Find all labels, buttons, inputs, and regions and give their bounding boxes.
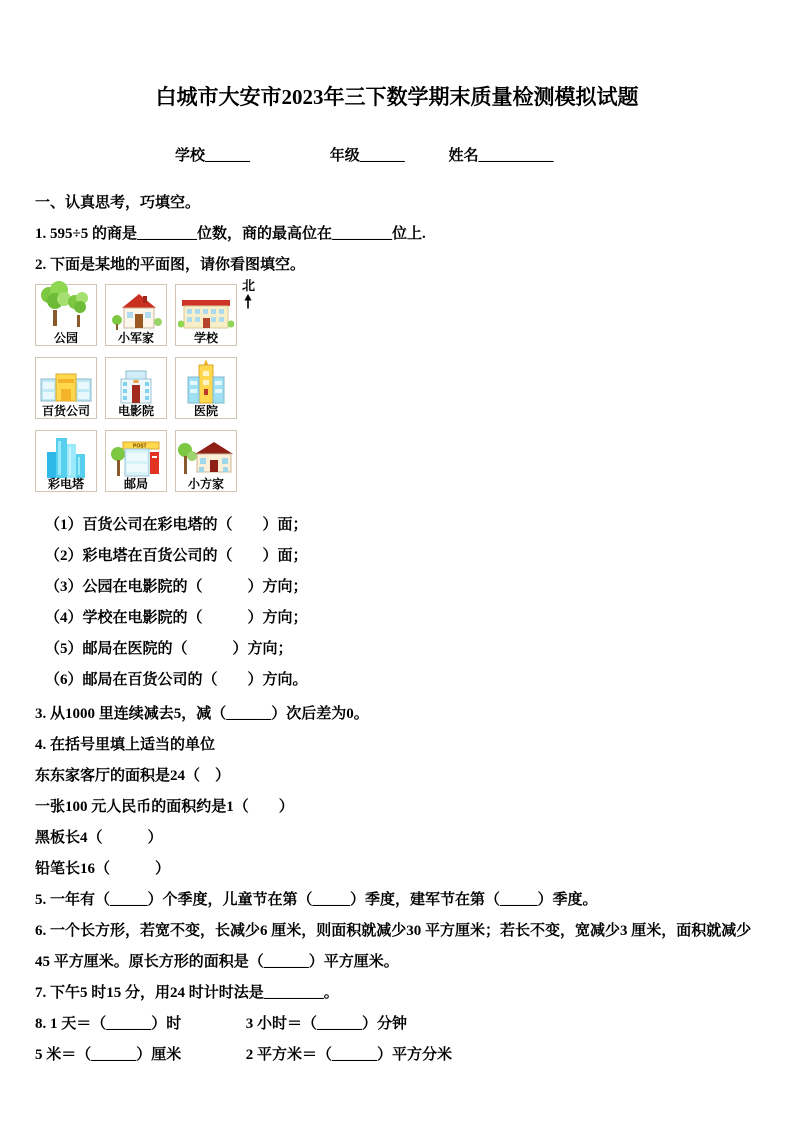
section-one-heading: 一、认真思考，巧填空。 [35, 195, 201, 211]
question-8-row-1 [35, 1009, 764, 1040]
store-icon [39, 371, 93, 405]
question-2-part-5: （5）邮局在医院的（ ）方向； [45, 641, 293, 657]
cinema-icon [113, 369, 159, 405]
map-cell-school [175, 284, 237, 346]
map-cell-label: 公园 [53, 331, 78, 345]
map-cell-hospital [175, 357, 237, 419]
map-figure [35, 278, 255, 492]
question-4-item-2: 一张100 元人民币的面积约是1（ ） [35, 799, 294, 815]
map-cell-label: 百货公司 [41, 404, 90, 418]
question-5: 5. 一年有（_____）个季度，儿童节在第（_____）季度，建军节在第（_____）季度。 [35, 892, 598, 908]
house-icon [110, 288, 162, 332]
map-cell-label: 彩电塔 [47, 477, 84, 491]
grade-field: 年级______ [329, 148, 405, 164]
tower-icon [42, 432, 90, 478]
post-office-icon [109, 436, 163, 478]
map-cell-tv-tower [35, 430, 97, 492]
map-cell-label: 小军家 [117, 331, 154, 345]
question-1: 1. 595÷5 的商是________位数，商的最高位在________位上. [35, 226, 426, 242]
map-grid [35, 284, 245, 492]
school-icon [178, 290, 234, 332]
question-7: 7. 下午5 时15 分，用24 时计时法是________。 [35, 985, 339, 1001]
map-cell-label: 医院 [193, 404, 218, 418]
house-icon [177, 434, 235, 478]
student-info-row [0, 144, 794, 168]
post-sign-text: POST [133, 443, 147, 450]
question-3: 3. 从1000 里连续减去5，减（______）次后差为0。 [35, 706, 369, 722]
question-4-item-4: 铅笔长16（ ） [35, 861, 171, 877]
map-cell-department-store [35, 357, 97, 419]
map-cell-xiaofang-home [175, 430, 237, 492]
question-area [0, 190, 794, 1071]
school-field: 学校______ [175, 148, 251, 164]
question-2-parts [35, 510, 764, 696]
hospital-icon [182, 359, 230, 405]
park-icon [39, 278, 93, 332]
question-2-intro: 2. 下面是某地的平面图，请你看图填空。 [35, 257, 306, 273]
question-8-item-3: 5 米＝（______）厘米 [35, 1047, 182, 1063]
map-cell-label: 电影院 [117, 404, 154, 418]
map-cell-label: 小方家 [187, 477, 224, 491]
question-8-item-4: 2 平方米＝（______）平方分米 [245, 1047, 453, 1063]
map-cell-xiaojun-home [105, 284, 167, 346]
map-cell-label: 邮局 [123, 477, 148, 491]
map-cell-label: 学校 [193, 331, 218, 345]
north-arrow-icon [243, 294, 253, 309]
question-2-part-6: （6）邮局在百货公司的（ ）方向。 [45, 672, 308, 688]
question-4: 4. 在括号里填上适当的单位 [35, 737, 216, 753]
question-2-part-4: （4）学校在电影院的（ ）方向； [45, 610, 308, 626]
question-8-item-1: 8. 1 天＝（______）时 [35, 1016, 182, 1032]
question-4-item-3: 黑板长4（ ） [35, 830, 163, 846]
map-cell-park [35, 284, 97, 346]
question-2-part-1: （1）百货公司在彩电塔的（ ）面； [45, 517, 308, 533]
question-2-part-2: （2）彩电塔在百货公司的（ ）面； [45, 548, 308, 564]
north-indicator [242, 279, 255, 309]
map-cell-cinema [105, 357, 167, 419]
name-field: 姓名__________ [448, 148, 554, 164]
north-label: 北 [241, 278, 255, 293]
map-cell-post-office [105, 430, 167, 492]
question-8-item-2: 3 小时＝（______）分钟 [245, 1016, 408, 1032]
question-2-part-3: （3）公园在电影院的（ ）方向； [45, 579, 308, 595]
question-4-item-1: 东东家客厅的面积是24（ ） [35, 768, 231, 784]
page-title: 白城市大安市2023年三下数学期末质量检测模拟试题 [155, 85, 639, 109]
question-8-row-2 [35, 1040, 764, 1071]
question-6: 6. 一个长方形，若宽不变，长减少6 厘米，则面积就减少30 平方厘米；若长不变，宽减少3 厘米，面积就减少45 平方厘米。原长方形的面积是（______）平方厘米。 [35, 923, 752, 970]
